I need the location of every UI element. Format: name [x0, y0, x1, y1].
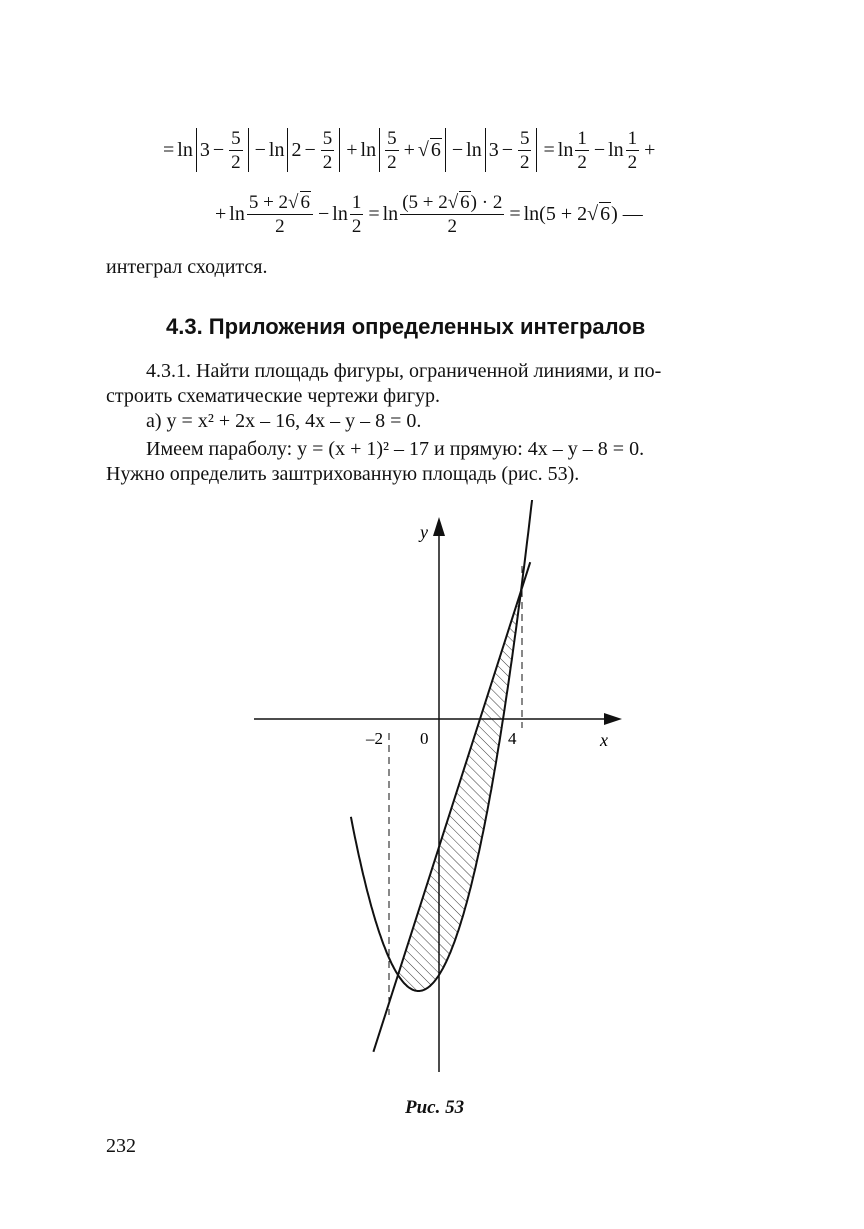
- paragraph-line-1: Имеем параболу: y = (x + 1)² – 17 и прямую: 4x – y – 8 = 0.: [146, 438, 645, 460]
- tick-label-0: 0: [420, 729, 429, 748]
- paragraph-line-2: Нужно определить заштрихованную площадь (рис. 53).: [106, 463, 580, 485]
- problem-line-1: 4.3.1. Найти площадь фигуры, ограниченной линиями, и по-: [146, 360, 662, 382]
- y-axis-arrow-icon: [433, 517, 445, 536]
- problem-line-2: строить схематические чертежи фигур.: [106, 385, 441, 407]
- section-heading: 4.3. Приложения определенных интегралов: [166, 314, 646, 339]
- tick-label-neg2: –2: [366, 729, 383, 748]
- conclusion-text: интеграл сходится.: [106, 256, 268, 278]
- y-axis-label: y: [420, 522, 428, 542]
- figure-caption: Рис. 53: [405, 1097, 465, 1118]
- x-axis-arrow-icon: [604, 713, 622, 725]
- straight-line: [373, 562, 530, 1052]
- item-a: а) y = x² + 2x – 16, 4x – y – 8 = 0.: [146, 410, 422, 432]
- equation-line-1: = ln 3 − $\frac{5}{2}$ − ln 2 − $\frac{5}{2}$ + ln $\frac{5}{2}$ + √ 6 − ln 3 − $\frac{5}{2}$ = ln $\frac{1}{2}$ − ln $\frac{1}{2}$ +: [163, 127, 656, 173]
- tick-label-4: 4: [508, 729, 517, 748]
- page-number: 232: [106, 1135, 136, 1157]
- x-axis-label: x: [600, 730, 608, 750]
- equation-line-2: + ln $\frac{5 + 2√ 6}{2}$ − ln $\frac{1}{2}$ = ln $\frac{(5 + 2√ 6) \cdot 2}{2}$ = ln(5 + 2√ 6) —: [215, 192, 643, 237]
